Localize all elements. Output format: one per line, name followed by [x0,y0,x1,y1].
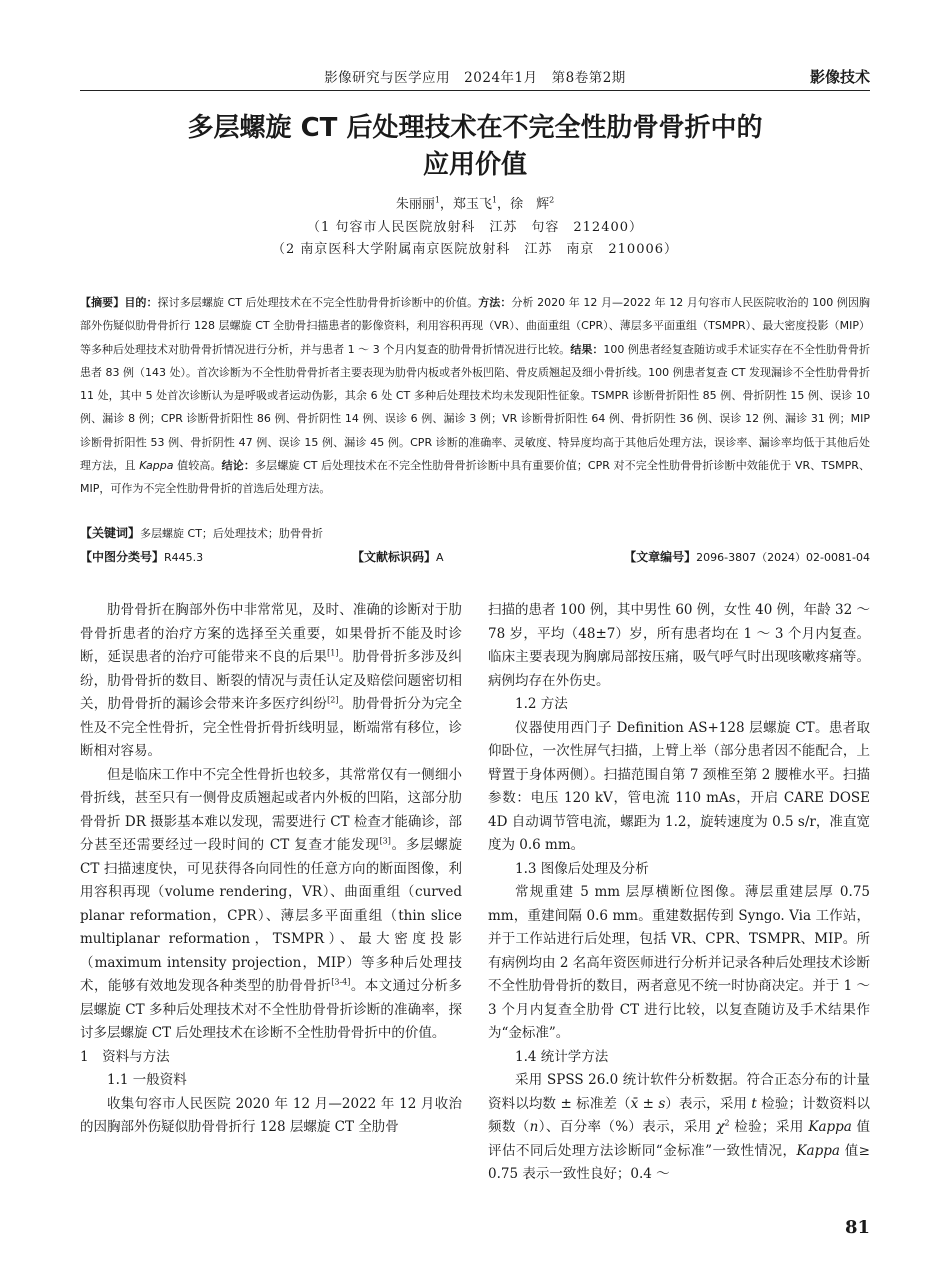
clc-number [80,548,203,565]
text-run: 。多层螺旋 CT 扫描速度快，可见获得各向同性的任意方向的断面图像，利用容积再现（volume rendering，VR）、曲面重组（curved planar reformation，CPR）、薄层多平面重组（thin slice multiplanar reformation，TSMPR）、最大密度投影（maximum intensity projection，MIP）等多种后处理技术，能够有效地发现各种类型的肋骨骨折 [80,837,463,994]
text-run: ）、百分率（%）表示，采用 [538,1119,717,1135]
author-1: 朱丽丽 [395,197,435,212]
subsection-heading: 1.3 图像后处理及分析 [515,860,649,877]
results-text: 100 例患者经复查随访或手术证实存在不全性肋骨骨折患者 83 例（143 处）。首次诊断为不全性肋骨骨折者主要表现为肋骨内板或者外板凹陷、骨皮质翘起及细小骨折线。100 例患者复查 CT 发现漏诊不全性肋骨骨折 11 处，其中 5 处首次诊断认为是呼吸或者运动伪影，其余 6 处 CT 多种后处理技术均未发现阳性征象。TSMPR 诊断骨折阳性 85 例、骨折阴性 15 例、误诊 10 例、漏诊 8 例；CPR 诊断骨折阳性 86 例、骨折阴性 14 例、误诊 6 例、漏诊 3 例；VR 诊断骨折阳性 64 例、骨折阴性 36 例、误诊 12 例、漏诊 31 例；MIP 诊断骨折阳性 53 例、骨折阴性 47 例、误诊 15 例、漏诊 45 例。CPR 诊断的准确率、灵敏度、特异度均高于其他后处理方法，误诊率、漏诊率均低于其他后处理方法，且 [80,342,871,473]
right-column [488,599,870,1187]
results-label: 结果： [570,342,604,356]
article-title-line2: 应用价值 [422,150,527,180]
text-run: 采用 SPSS 26.0 统计软件分析数据。符合正态分布的计量资料以均数 ± 标准差（ [488,1072,870,1112]
math-term: x̄ ± s [630,1095,666,1112]
text-run: ）表示，采用 [665,1095,752,1112]
doc-code-label: 【文献标识码】 [352,550,437,564]
text-run: 肋骨骨折在胸部外伤中非常常见，及时、准确的诊断对于肋骨骨折患者的治疗方案的选择至关重要，如果骨折不能及时诊断，延误患者的治疗可能带来不良的后果 [80,602,462,665]
authors [0,193,950,212]
journal-header: 影像研究与医学应用 2024年1月 第8卷第2期 [324,70,626,86]
text-run: 检验；采用 [729,1119,809,1135]
section-heading: 1 资料与方法 [80,1048,170,1065]
section-label: 影像技术 [809,68,870,86]
paragraph: 扫描的患者 100 例，其中男性 60 例，女性 40 例，年龄 32 ～ 78 岁，平均（48±7）岁，所有患者均在 1 ～ 3 个月内复查。临床主要表现为胸廓局部按压痛，吸气呼气时出现咳嗽疼痛等。病例均存在外伤史。 [488,602,870,689]
author-sep: ， [439,197,453,212]
methods-label: 方法： [478,296,512,309]
math-term: χ [716,1119,725,1135]
conclusion-text: 多层螺旋 CT 后处理技术在不完全性肋骨骨折诊断中具有重要价值；CPR 对不完全性肋骨骨折诊断中效能优于 VR、TSMPR、MIP，可作为不完全性肋骨骨折的首选后处理方法。 [80,459,871,496]
clc-value: R445.3 [164,551,204,564]
paragraph: 常规重建 5 mm 层厚横断位图像。薄层重建层厚 0.75 mm，重建间隔 0.6 mm。重建数据传到 Syngo. Via 工作站，并于工作站进行后处理，包括 VR、CPR、TSMPR、MIP。所有病例均由 2 名高年资医师进行分析并记录各种后处理技术诊断不全性肋骨骨折的数目，两者意见不统一时协商决定。并于 1 ～ 3 个月内复查全肋骨 CT 进行比较，以复查随访及手术结果作为“金标准”。 [488,884,870,1041]
citation: [1] [327,648,339,658]
objective-text: 探讨多层螺旋 CT 后处理技术在不完全性肋骨骨折诊断中的价值。 [157,296,479,309]
affiliation-2: （2 南京医科大学附属南京医院放射科 江苏 南京 210006） [271,242,679,257]
paragraph: 收集句容市人民医院 2020 年 12 月—2022 年 12 月收治的因胸部外伤疑似肋骨骨折行 128 层螺旋 CT 全肋骨 [80,1095,462,1135]
keywords-label: 【关键词】 [80,526,141,540]
doc-code-value: A [436,551,444,564]
article-number-label: 【文章编号】 [624,550,697,564]
author-sep: ， [497,197,511,212]
math-term: n [529,1119,539,1135]
page-number: 81 [844,1217,870,1238]
author-3: 徐 辉 [510,197,550,212]
objective-label: 目的： [124,296,158,309]
author-3-aff: 2 [549,195,555,205]
text-run: 。本文通过分析多层螺旋 CT 多种后处理技术对不全性肋骨骨折诊断的准确率，探讨多层螺旋 CT 后处理技术在诊断不全性肋骨骨折中的价值。 [80,978,463,1041]
methods-text: 分析 2020 年 12 月—2022 年 12 月句容市人民医院收治的 100 例因胸部外伤疑似肋骨骨折行 128 层螺旋 CT 全肋骨扫描患者的影像资料，利用容积再现（VR）、曲面重组（CPR）、薄层多平面重组（TSMPR）、最大密度投影（MIP）等多种后处理技术对肋骨骨折情况进行分析，并与患者 1 ～ 3 个月内复查的肋骨骨折情况进行比较。 [80,296,870,356]
affiliation-1: （1 句容市人民医院放射科 江苏 句容 212400） [306,220,644,235]
text-run: 。肋骨骨折多涉及纠纷，肋骨骨折的数目、断裂的情况与责任认定及赔偿问题密切相关，肋骨骨折的漏诊会带来许多医疗纠纷 [80,649,463,712]
author-1-aff: 1 [434,195,440,205]
article-title-line1: 多层螺旋 CT 后处理技术在不完全性肋骨骨折中的 [187,113,763,143]
abstract-label: 【摘要】 [80,296,125,309]
paragraph [488,1069,870,1187]
left-column [80,599,462,1140]
citation: [2] [327,695,339,705]
text-run: 值≥ 0.75 表示一致性良好；0.4 ～ [488,1142,870,1182]
paragraph: 仪器使用西门子 Definition AS+128 层螺旋 CT。患者取仰卧位，一次性屏气扫描，上臂上举（部分患者因不能配合，上臂置于身体两侧）。扫描范围自第 7 颈椎至第 2 腰椎水平。扫描参数：电压 120 kV，管电流 110 mAs，开启 CARE DOSE 4D 自动调节管电流，螺距为 1.2，旋转速度为 0.5 s/r，准直宽度为 0.6 mm。 [488,719,870,853]
text-run: 值评估不同后处理方法诊断同“金标准”一致性情况， [488,1119,870,1159]
keywords-text: 多层螺旋 CT；后处理技术；肋骨骨折 [140,527,323,540]
subsection-heading: 1.2 方法 [515,696,568,712]
text-run: 。肋骨骨折分为完全性及不完全性骨折，完全性骨折骨折线明显，断端常有移位，诊断相对容易。 [80,696,463,759]
author-2: 郑玉飞 [452,197,492,212]
conclusion-label: 结论： [221,459,255,473]
document-code [352,548,444,565]
text-run: 检验；计数资料以频数（ [488,1095,870,1135]
clc-label: 【中图分类号】 [80,550,165,564]
kappa-term: Kappa [139,459,174,473]
results-text-end: 值较高。 [173,459,222,473]
citation: [3] [379,836,391,846]
article-number-value: 2096-3807（2024）02-0081-04 [696,551,870,564]
superscript: 2 [724,1118,730,1128]
author-2-aff: 1 [491,195,498,205]
abstract [80,291,870,501]
header-rule [80,90,870,91]
text-run: 但是临床工作中不完全性骨折也较多，其常常仅有一侧细小骨折线，甚至只有一侧骨皮质翘起或者内外板的凹陷，这部分肋骨骨折 DR 摄影基本难以发现，需要进行 CT 检查才能确诊，部分甚至还需要经过一段时间的 CT 复查才能发现 [80,766,462,853]
article-number [624,548,870,565]
keywords [80,524,870,541]
citation: [3-4] [331,977,351,987]
math-term: t [751,1095,757,1112]
kappa-term: Kappa [796,1142,840,1159]
subsection-heading: 1.1 一般资料 [107,1072,187,1088]
kappa-term: Kappa [808,1119,852,1135]
paragraph [80,764,462,1046]
paragraph [80,599,462,764]
subsection-heading: 1.4 统计学方法 [515,1048,609,1065]
